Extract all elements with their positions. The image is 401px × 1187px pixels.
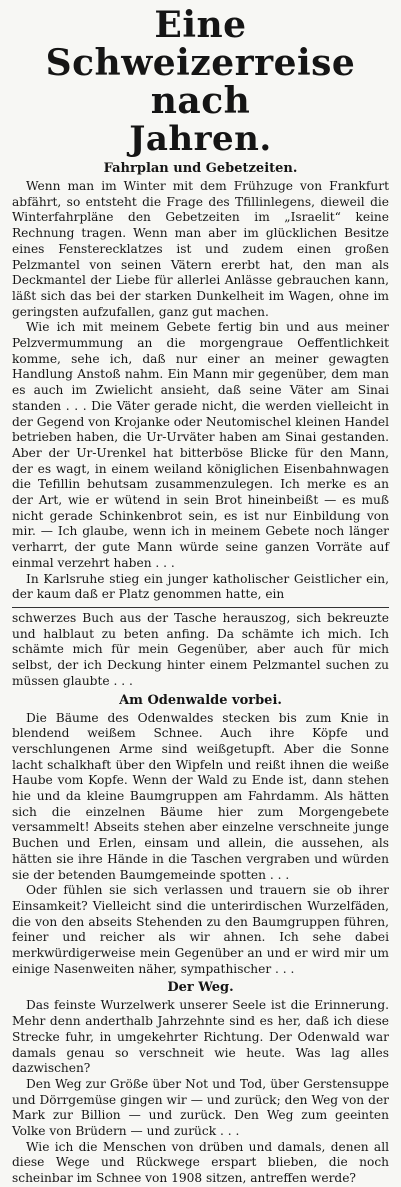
column-break-rule bbox=[12, 607, 389, 608]
paragraph: Die Bäume des Odenwaldes stecken bis zum Knie in blendend weißem Schnee. Auch ihre Köpfe und verschlungenen Arme sind weißgetupft. Aber die Sonne lacht schalkhaft über den Wipfeln und reißt ihnen die weiße Haube vom Kopfe. Wenn der Wald zu Ende ist, dann stehen hie und da kleine Baumgruppen am Fahrdamm. Als hätten sich die einzelnen Bäume hier zum Morgengebete versammelt! Abseits stehen aber einzelne verschneite junge Buchen und Erlen, einsam und allein, die aussehen, als hätten sie ihre Hände in die Taschen vergraben und würden sie der betenden Baumgemeinde spotten . . . bbox=[12, 710, 389, 882]
section-heading-weg: Der Weg. bbox=[167, 980, 234, 996]
section-heading-odenwald: Am Odenwalde vorbei. bbox=[119, 692, 282, 708]
paragraph: In Karlsruhe stieg ein junger katholischer Geistlicher ein, der kaum daß er Platz genommen hatte, ein bbox=[12, 571, 389, 602]
paragraph: Das feinste Wurzelwerk unserer Seele ist die Erinnerung. Mehr denn anderthalb Jahrzehnte sind es her, daß ich diese Strecke fuhr, in umgekehrter Richtung. Der Odenwald war damals genau so verschneit wie heute. Was lag alles dazwischen? bbox=[12, 998, 389, 1076]
article-title bbox=[12, 0, 389, 158]
section-body-continuation bbox=[12, 611, 389, 690]
title-line-2: Jahren. bbox=[129, 119, 272, 159]
section-body-weg bbox=[12, 998, 389, 1186]
title-line-1: Eine Schweizerreise nach bbox=[45, 4, 356, 122]
section-heading-fahrplan: Fahrplan und Gebetzeiten. bbox=[103, 161, 298, 176]
paragraph: Wie ich mit meinem Gebete fertig bin und aus meiner Pelzvermummung an die morgengraue Oeffentlichkeit komme, sehe ich, daß nur einer an meiner gewagten Handlung Anstoß nahm. Ein Mann mir gegenüber, dem man es auch im Zwielicht ansieht, daß seine Väter am Sinai standen . . . Die Väter gerade nicht, die werden vielleicht in der Gegend von Krojanke oder Neutomischel kleinen Handel betrieben haben, die Ur-Urväter haben am Sinai gestanden. Aber der Ur-Urenkel hat bitterböse Blicke für den Mann, der es wagt, in einem weiland königlichen Eisenbahnwagen die Tefillin behutsam zusammenzulegen. Ich merke es an der Art, wie er wütend in sein Brot hineinbeißt — es muß nicht gerade Schinkenbrot sein, es ist nur Einbildung von mir. — Ich glaube, wenn ich in meinem Gebete noch länger verharrt, der gute Mann würde seine ganzen Vorräte auf einmal verzehrt haben . . . bbox=[12, 320, 389, 570]
paragraph: Oder fühlen sie sich verlassen und trauern sie ob ihrer Einsamkeit? Vielleicht sind die unterirdischen Wurzelfäden, die von den abseits Stehenden zu den Baumgruppen führen, feiner und reicher als wir ahnen. Ich sehe dabei merkwürdigerweise mein Gegenüber an und er wird mir um einige Nasenweiten näher, sympathischer . . . bbox=[12, 883, 389, 976]
paragraph: Wie ich die Menschen von drüben und damals, denen all diese Wege und Rückwege erspart blieben, die noch scheinbar im Schnee von 1908 sitzen, antreffen werde? bbox=[12, 1139, 389, 1186]
paragraph: schwerzes Buch aus der Tasche herauszog, sich bekreuzte und halblaut zu beten anfing. Da schämte ich mich. Ich schämte mich für mein Gegenüber, aber auch für mich selbst, der ich Deckung hinter einem Pelzmantel suchen zu müssen glaubte . . . bbox=[12, 610, 389, 688]
section-body-fahrplan bbox=[12, 179, 389, 603]
section-body-odenwald bbox=[12, 711, 389, 978]
paragraph: Wenn man im Winter mit dem Frühzuge von Frankfurt abfährt, so entsteht die Frage des Tfillinlegens, dieweil die Winterfahrpläne den Gebetzeiten im „Israelit“ keine Rechnung tragen. Wenn man aber im glücklichen Besitze eines Fensterecklatzes ist und zudem einen großen Pelzmantel von seinen Vätern ererbt hat, den man als Deckmantel der Liebe für allerlei Anlässe gebrauchen kann, läßt sich das bei der starken Dunkelheit im Wagen, ohne im geringsten aufzufallen, ganz gut machen. bbox=[12, 179, 389, 319]
paragraph: Den Weg zur Größe über Not und Tod, über Gerstensuppe und Dörrgemüse gingen wir — und zurück; den Weg von der Mark zur Billion — und zurück. Den Weg zum geeinten Volke von Brüdern — und zurück . . . bbox=[12, 1076, 389, 1139]
